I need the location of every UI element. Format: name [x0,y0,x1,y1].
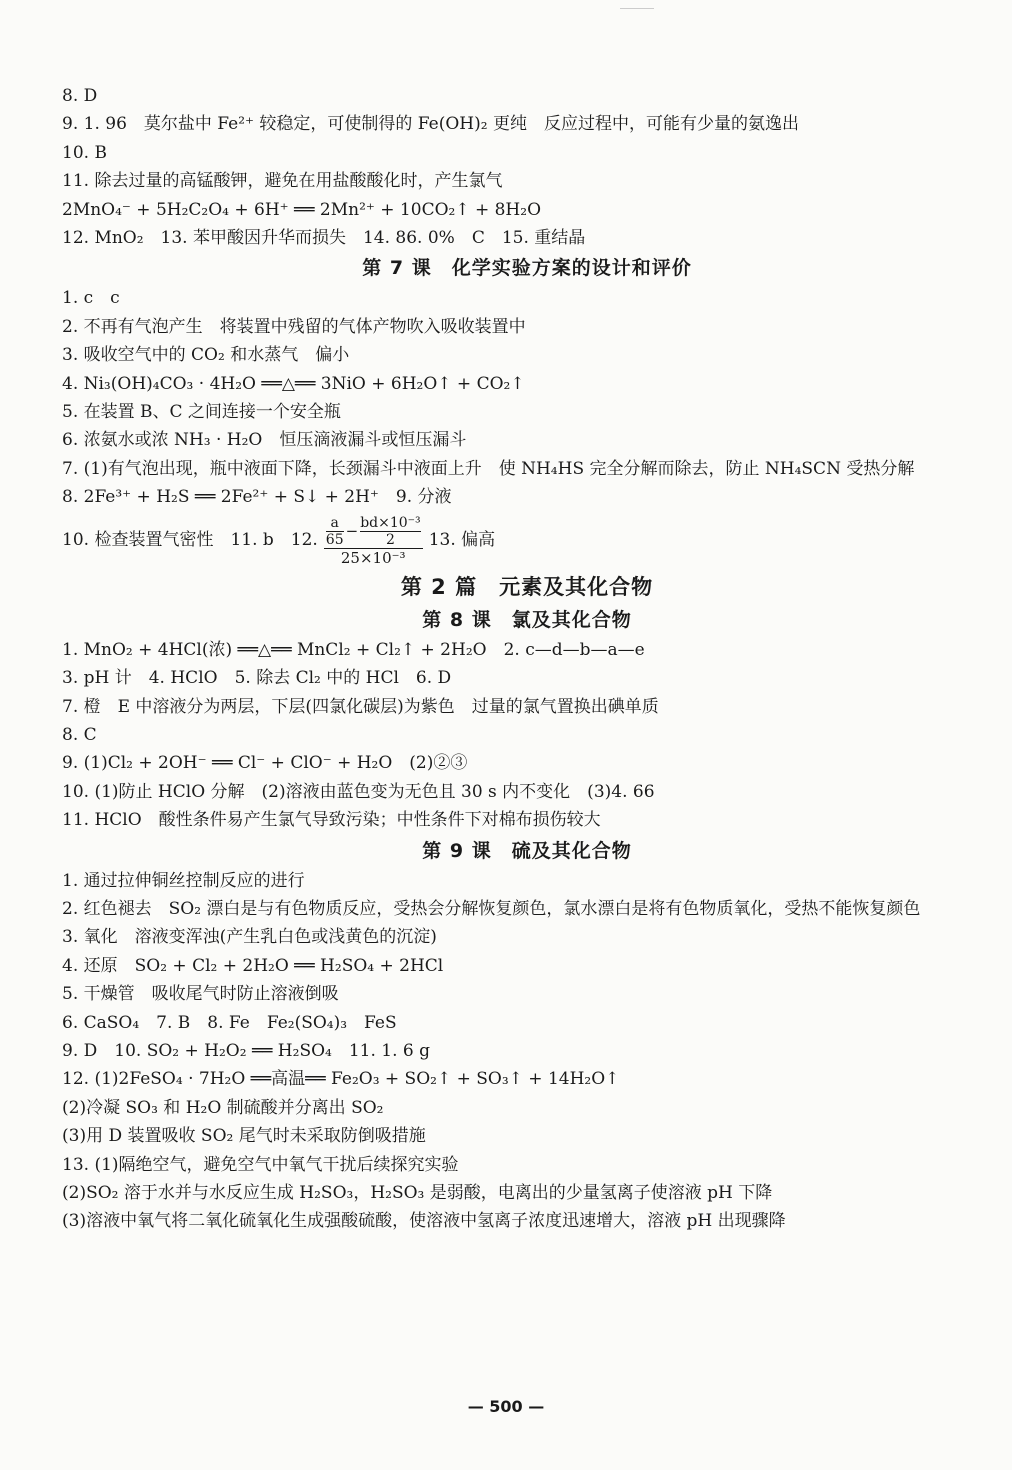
answer-line: 1. c c [62,288,120,309]
lesson-8-title: 第 8 课 氯及其化合物 [422,608,632,631]
numerator-a: a [330,514,339,531]
equation-line: 8. 2Fe³⁺ + H₂S ══ 2Fe²⁺ + S↓ + 2H⁺ 9. 分液 [62,487,452,508]
equation-line: 9. D 10. SO₂ + H₂O₂ ══ H₂SO₄ 11. 1. 6 g [62,1040,431,1061]
answer-line: 1. 通过拉伸铜丝控制反应的进行 [62,870,305,891]
answer-suffix: 13. 偏高 [428,530,496,551]
equation-line: 1. MnO₂ + 4HCl(浓) ══△══ MnCl₂ + Cl₂↑ + 2H₂O 2. c—d—b—a—e [62,639,645,660]
page-number: — 500 — [467,1397,545,1416]
answer-line: 8. C [62,724,97,745]
fraction-expression [324,515,423,567]
answer-line: 10. B [62,142,107,163]
answer-line: 3. pH 计 4. HClO 5. 除去 Cl₂ 中的 HCl 6. D [62,668,452,689]
denominator-65: 65 [325,531,344,548]
equation-line: 2MnO₄⁻ + 5H₂C₂O₄ + 6H⁺ ══ 2Mn²⁺ + 10CO₂↑ + 8H₂O [62,199,542,220]
answer-line: (2)SO₂ 溶于水并与水反应生成 H₂SO₃，H₂SO₃ 是弱酸，电离出的少量氢离子使溶液 pH 下降 [62,1183,773,1203]
numerator-bd: bd×10⁻³ [360,514,421,531]
lesson-7-title: 第 7 课 化学实验方案的设计和评价 [362,257,692,280]
equation-line: 12. (1)2FeSO₄ · 7H₂O ══高温══ Fe₂O₃ + SO₂↑ + SO₃↑ + 14H₂O↑ [62,1069,620,1090]
scan-mark [620,8,654,9]
equation-line: 9. (1)Cl₂ + 2OH⁻ ══ Cl⁻ + ClO⁻ + H₂O (2)②③ [62,753,468,774]
answer-line: 11. HClO 酸性条件易产生氯气导致污染；中性条件下对棉布损伤较大 [62,810,601,831]
answer-line: 6. 浓氨水或浓 NH₃ · H₂O 恒压滴液漏斗或恒压漏斗 [62,430,467,451]
answer-line: (2)冷凝 SO₃ 和 H₂O 制硫酸并分离出 SO₂ [62,1097,384,1118]
answer-line: 8. D [62,86,98,106]
answer-line: 2. 不再有气泡产生 将装置中残留的气体产物吹入吸收装置中 [62,316,526,337]
sub-fraction-bd [360,515,420,548]
part-2-title: 第 2 篇 元素及其化合物 [400,574,654,599]
answer-line: 10. (1)防止 HClO 分解 (2)溶液由蓝色变为无色且 30 s 内不变化 (3)4. 66 [62,781,655,802]
answer-line: (3)溶液中氧气将二氧化硫氧化生成强酸硫酸，使溶液中氢离子浓度迅速增大，溶液 pH 出现骤降 [62,1211,786,1232]
fraction-numerator [324,515,423,548]
answer-line: 2. 红色褪去 SO₂ 漂白是与有色物质反应，受热会分解恢复颜色，氯水漂白是将有色物质氧化，受热不能恢复颜色 [62,898,921,919]
answer-line: 3. 吸收空气中的 CO₂ 和水蒸气 偏小 [62,345,350,366]
lesson-9-title: 第 9 课 硫及其化合物 [422,839,632,862]
answer-line: 3. 氧化 溶液变浑浊(产生乳白色或浅黄色的沉淀) [62,927,437,948]
answer-line: 5. 在装置 B、C 之间连接一个安全瓶 [62,402,341,423]
answer-line: 9. 1. 96 莫尔盐中 Fe²⁺ 较稳定，可使制得的 Fe(OH)₂ 更纯 反应过程中，可能有少量的氨逸出 [62,114,799,135]
denominator-2: 2 [385,531,395,548]
answer-line: (3)用 D 装置吸收 SO₂ 尾气时未采取防倒吸措施 [62,1126,426,1147]
answer-content [62,82,992,1236]
equation-line: 4. 还原 SO₂ + Cl₂ + 2H₂O ══ H₂SO₄ + 2HCl [62,955,444,976]
answer-line: 5. 干燥管 吸收尾气时防止溶液倒吸 [62,984,339,1005]
answer-line: 7. (1)有气泡出现，瓶中液面下降，长颈漏斗中液面上升 使 NH₄HS 完全分解而除去，防止 NH₄SCN 受热分解 [62,458,915,479]
minus-sign: − [345,522,359,541]
equation-line: 4. Ni₃(OH)₄CO₃ · 4H₂O ══△══ 3NiO + 6H₂O↑ + CO₂↑ [62,373,525,394]
fraction-answer-line [62,512,992,570]
answer-line: 11. 除去过量的高锰酸钾，避免在用盐酸酸化时，产生氯气 [62,171,503,192]
answer-line: 12. MnO₂ 13. 苯甲酸因升华而损失 14. 86. 0% C 15. 重结晶 [62,228,586,249]
sub-fraction-a [326,515,344,548]
answer-prefix: 10. 检查装置气密性 11. b 12. [62,530,318,551]
answer-line: 7. 橙 E 中溶液分为两层，下层(四氯化碳层)为紫色 过量的氯气置换出碘单质 [62,696,659,717]
fraction-denominator: 25×10⁻³ [340,548,406,567]
answer-line: 6. CaSO₄ 7. B 8. Fe Fe₂(SO₄)₃ FeS [62,1012,397,1033]
answer-line: 13. (1)隔绝空气，避免空气中氧气干扰后续探究实验 [62,1154,459,1175]
